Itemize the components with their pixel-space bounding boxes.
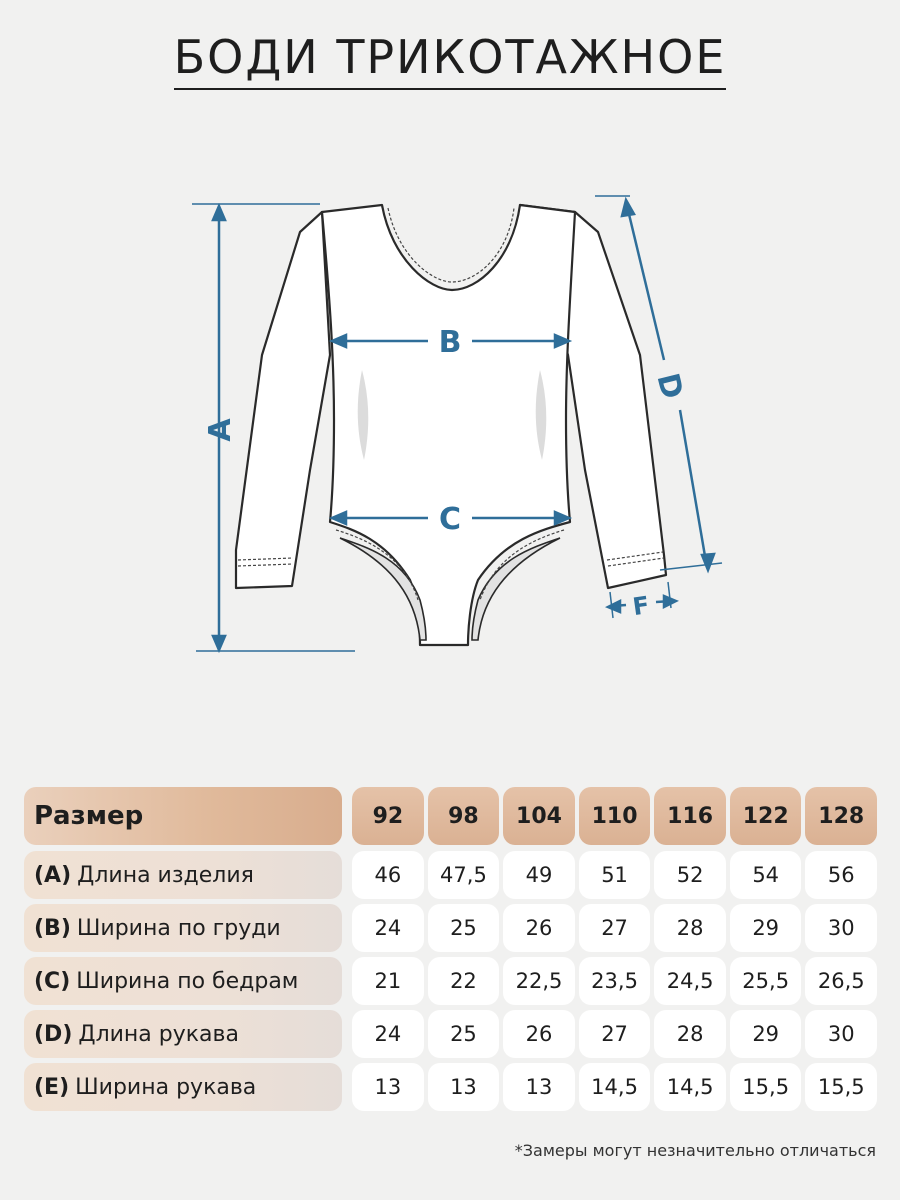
table-cell: 25 — [428, 904, 500, 952]
label-c: C — [438, 502, 462, 537]
row-label: (E) Ширина рукава — [24, 1063, 342, 1111]
table-cell: 13 — [503, 1063, 575, 1111]
table-cell: 23,5 — [579, 957, 651, 1005]
table-cell: 22,5 — [503, 957, 575, 1005]
label-a: A — [203, 418, 238, 442]
table-cell: 25,5 — [730, 957, 802, 1005]
size-104: 104 — [503, 787, 575, 845]
table-cell: 27 — [579, 1010, 651, 1058]
label-f: F — [630, 590, 652, 622]
size-128: 128 — [805, 787, 877, 845]
table-cell: 15,5 — [805, 1063, 877, 1111]
table-cell: 51 — [579, 851, 651, 899]
table-cell: 46 — [352, 851, 424, 899]
table-cell: 21 — [352, 957, 424, 1005]
table-cell: 14,5 — [579, 1063, 651, 1111]
row-label: (C) Ширина по бедрам — [24, 957, 342, 1005]
table-cell: 24,5 — [654, 957, 726, 1005]
row-label: (B) Ширина по груди — [24, 904, 342, 952]
table-row — [24, 1063, 877, 1111]
label-b: B — [438, 325, 462, 360]
table-cell: 15,5 — [730, 1063, 802, 1111]
measurement-note: *Замеры могут незначительно отличаться — [514, 1141, 876, 1160]
table-cell: 14,5 — [654, 1063, 726, 1111]
table-row — [24, 851, 877, 899]
label-d: D — [649, 369, 690, 403]
table-cell: 25 — [428, 1010, 500, 1058]
size-table — [24, 787, 877, 1116]
table-cell: 49 — [503, 851, 575, 899]
size-header-label: Размер — [24, 787, 342, 845]
size-98: 98 — [428, 787, 500, 845]
table-cell: 30 — [805, 904, 877, 952]
table-row — [24, 1010, 877, 1058]
table-cell: 13 — [352, 1063, 424, 1111]
table-cell: 13 — [428, 1063, 500, 1111]
size-header-row — [24, 787, 877, 845]
table-cell: 29 — [730, 904, 802, 952]
table-cell: 29 — [730, 1010, 802, 1058]
table-cell: 24 — [352, 904, 424, 952]
size-92: 92 — [352, 787, 424, 845]
page-title: БОДИ ТРИКОТАЖНОЕ — [0, 30, 900, 84]
table-row — [24, 904, 877, 952]
table-cell: 24 — [352, 1010, 424, 1058]
table-cell: 26 — [503, 1010, 575, 1058]
table-cell: 47,5 — [428, 851, 500, 899]
table-cell: 28 — [654, 904, 726, 952]
table-cell: 26,5 — [805, 957, 877, 1005]
table-cell: 28 — [654, 1010, 726, 1058]
table-cell: 56 — [805, 851, 877, 899]
table-cell: 52 — [654, 851, 726, 899]
table-cell: 30 — [805, 1010, 877, 1058]
row-label: (D) Длина рукава — [24, 1010, 342, 1058]
table-cell: 27 — [579, 904, 651, 952]
size-116: 116 — [654, 787, 726, 845]
table-cell: 22 — [428, 957, 500, 1005]
size-110: 110 — [579, 787, 651, 845]
row-label: (A) Длина изделия — [24, 851, 342, 899]
table-cell: 26 — [503, 904, 575, 952]
table-row — [24, 957, 877, 1005]
size-122: 122 — [730, 787, 802, 845]
bodysuit-diagram — [0, 180, 900, 680]
table-cell: 54 — [730, 851, 802, 899]
